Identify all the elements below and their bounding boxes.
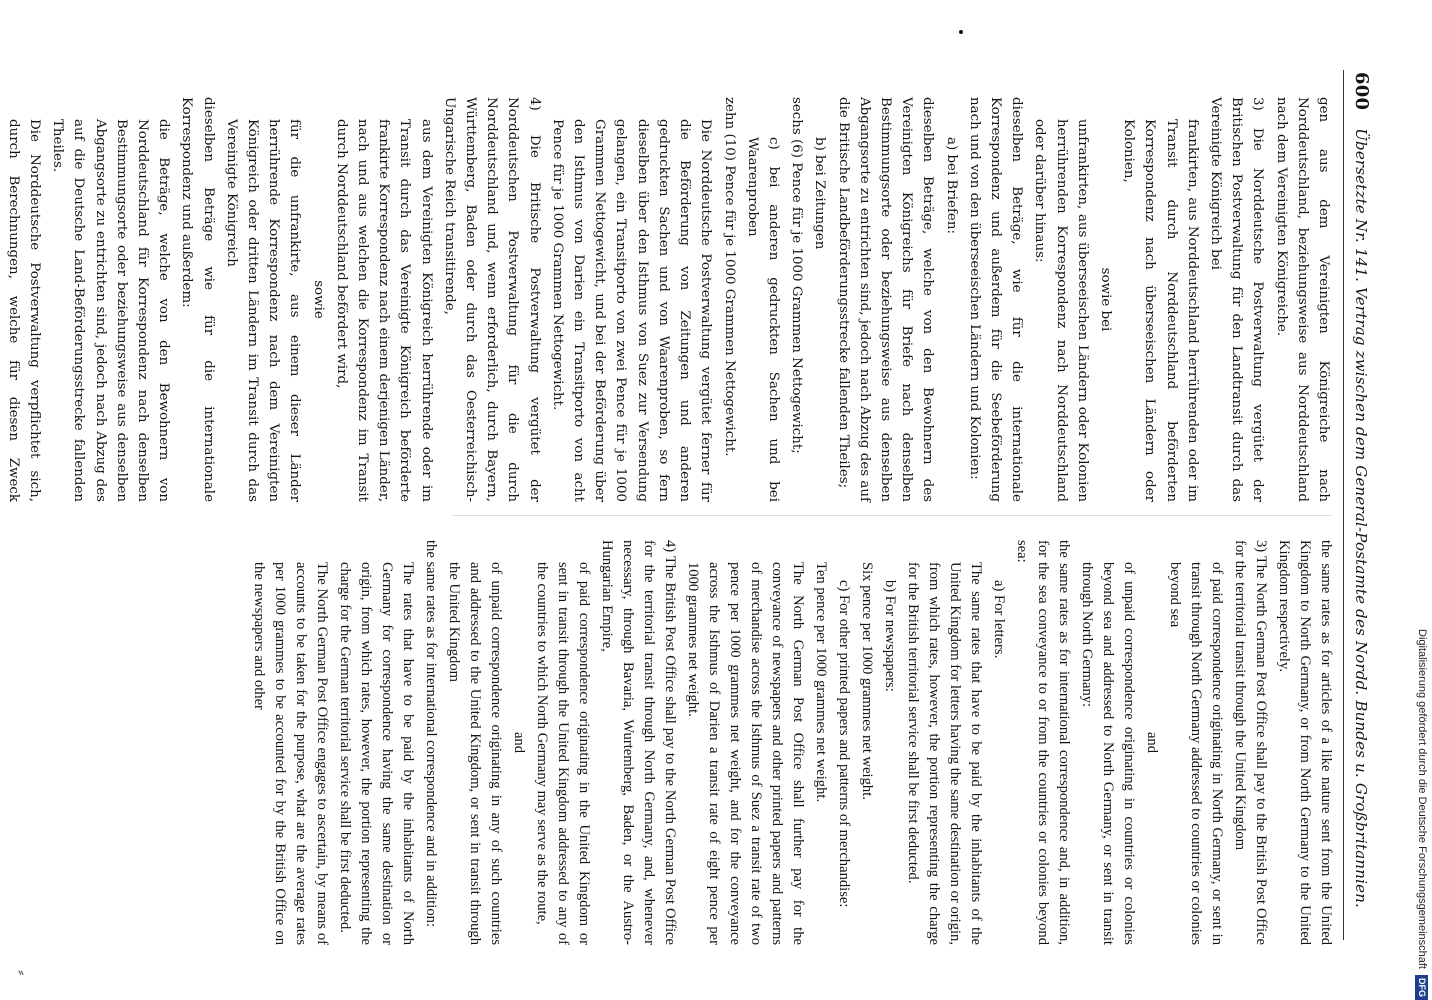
english-paragraph: of unpaid correspondence originating in countries or colonies beyond sea and addressed to North Germany, or sent in transit through North Germany:: [1079, 562, 1137, 945]
english-paragraph: 3) The North German Post Office shall pay to the British Post Office for the territorial transit through the United Kingdom: [1232, 540, 1269, 945]
german-paragraph: c) bei anderen gedruckten Sachen und bei Waarenproben: [744, 137, 781, 502]
column-divider: [452, 515, 1332, 516]
english-paragraph: The rates that have to be paid by the inhabitants of North Germany for correspondence having the same destination or origin, from which rates, however, the portion representing the charge for the German territorial service shall be first deducted.: [337, 562, 416, 945]
page-number: 600: [1351, 72, 1372, 111]
german-paragraph: die Beträge, welche von den Bewohnern von Norddeutschland für Korrespondenz nach denselben Bestimmungsorte oder beziehungsweise aus denselben Abgangsorte zu entrichten sind, jedoch nach Abzug des auf die Deutsche Land-Beförderungsstrecke fallenden Theiles.: [50, 119, 172, 502]
german-column: [0, 97, 1334, 502]
english-paragraph: 4) The British Post Office shall pay to the North German Post Office for the territorial transit through North Germany, and, whenever necessary, through Bavaria, Wurtemberg, Baden, or the Austro-Hungarian Empire,: [599, 540, 678, 945]
english-paragraph: the same rates as for international correspondence and in addition:: [423, 540, 439, 927]
german-paragraph: frankirten, aus Norddeutschland herrührenden oder im Transit durch Norddeutschland beförderten Korrespondenz nach überseeischen Ländern oder Kolonien,: [1121, 119, 1200, 502]
english-paragraph: The North German Post Office engages to ascertain, by means of accounts to be taken for the purpose, what are the average rates per 1000 grammes to be accounted for by the British Office on the newspapers and other: [251, 562, 330, 945]
scan-corner-mark: ⸗: [13, 970, 32, 976]
english-paragraph: of paid correspondence originating in North Germany, or sent in transit through North Germany addressed to countries or colonies beyond sea: [1167, 562, 1225, 945]
german-paragraph: Die Norddeutsche Postverwaltung verpflichtet sich, durch Berechnungen, welche für diesen Zweck: [5, 119, 43, 502]
english-paragraph: The same rates that have to be paid by the inhabitants of the United Kingdom for letters having the same destination or origin, from which rates, however, the portion representing the charge for the British territorial service shall be first deducted.: [905, 562, 984, 945]
digitization-credit: [1412, 40, 1432, 1000]
credit-text: Digitalisierung gefördert durch die Deutsche Forschungsgemeinschaft: [1416, 629, 1428, 969]
german-paragraph: zehn (10) Pence für je 1000 Grammen Nettogewicht.: [721, 97, 737, 457]
german-paragraph: dieselben Beträge, wie für die internationale Korrespondenz und außerdem für die Seebeförderung nach und von den überseeischen Ländern und Kolonien:: [966, 97, 1025, 502]
english-paragraph: the same rates as for articles of a like nature sent from the United Kingdom to North Germany, or from North Germany to the United Kingdom respectively.: [1276, 540, 1334, 945]
scan-speck: [959, 30, 963, 34]
running-header: [1351, 72, 1372, 940]
german-paragraph: sechs (6) Pence für je 1000 Grammen Nettogewicht;: [789, 97, 805, 454]
german-paragraph: a) bei Briefen:: [943, 137, 959, 234]
english-column: [246, 540, 1336, 945]
english-paragraph: c) For other printed papers and patterns of merchandise:: [836, 580, 852, 908]
german-paragraph: aus dem Vereinigten Königreich herrührende oder im Transit durch das Vereinigte Königreich beförderte frankirte Korrespondenz nach einem derjenigen Länder, nach und aus welchen die Korrespondenz im Transit durch Norddeutschland befördert wird,: [333, 119, 434, 502]
english-paragraph: Ten pence per 1000 grammes net weight.: [813, 562, 829, 803]
german-paragraph: gen aus dem Vereinigten Königreiche nach Norddeutschland, beziehungsweise aus Norddeutschland nach dem Vereinigten Königreiche.: [1273, 97, 1331, 502]
german-paragraph: dieselben Beträge, welche von den Bewohnern des Vereinigten Königreichs für Briefe nach denselben Bestimmungsorte oder beziehungsweise aus denselben Abgangsorte zu entrichten sind, jedoch nach Abzug des auf die Britische Landbeförderungsstrecke fallenden Theiles;: [835, 97, 936, 502]
german-paragraph: dieselben Beträge wie für die internationale Korrespondenz und außerdem:: [179, 97, 216, 502]
german-paragraph: unfrankirten, aus überseeischen Ländern oder Kolonien herrührenden Korrespondenz nach Norddeutschland oder darüber hinaus:: [1032, 119, 1090, 502]
dfg-logo-icon: DFG: [1416, 975, 1429, 1000]
english-paragraph: b) For newspapers:: [882, 580, 898, 692]
running-title: Übersetzte Nr. 141. Vertrag zwischen dem General-Postamte des Nordd. Bundes u. Großbritannien.: [1352, 128, 1370, 909]
german-paragraph: für die unfrankirte, aus einem dieser Länder herrührende Korrespondenz nach dem Vereinigten Königreich oder dritten Ländern im Transit durch das Vereinigte Königreich: [223, 119, 303, 502]
english-paragraph: The North German Post Office shall further pay for the conveyance of newspapers and other printed papers and patterns of merchandise across the Isthmus of Suez a transit rate of two pence per 1000 grammes net weight, and for the conveyance across the Isthmus of Darien a transit rate of eight pence per 1000 grammes net weight.: [685, 562, 806, 945]
english-paragraph: of unpaid correspondence originating in any of such countries and addressed to the United Kingdom, or sent in transit through the United Kingdom: [446, 562, 504, 945]
german-paragraph: b) bei Zeitungen: [812, 137, 828, 250]
german-paragraph: 4) Die Britische Postverwaltung vergütet der Norddeutschen Postverwaltung für die durch Norddeutschland und, wenn erforderlich, durch Bayern, Württemberg, Baden oder durch das Oesterreichisch-Ungarische Reich transitirende,: [441, 97, 542, 502]
english-paragraph: the same rates as for international correspondence and, in addition, for the sea conveyance to or from the countries or colonies beyond sea:: [1014, 540, 1072, 945]
english-paragraph: and: [511, 731, 527, 754]
german-paragraph: sowie: [310, 280, 326, 319]
english-paragraph: of paid correspondence originating in the United Kingdom or sent in transit through the United Kingdom addressed to any of the countries to which North Germany may serve as the route,: [534, 562, 592, 945]
english-paragraph: Six pence per 1000 grammes net weight.: [859, 562, 875, 800]
english-paragraph: and: [1144, 731, 1160, 754]
header-rule: [1343, 70, 1344, 940]
german-paragraph: 3) Die Norddeutsche Postverwaltung vergütet der Britischen Postverwaltung für den Landtransit durch das Vereinigte Königreich bei: [1207, 97, 1266, 502]
german-paragraph: sowie bei: [1097, 267, 1113, 332]
german-paragraph: Die Norddeutsche Postverwaltung vergütet ferner für die Beförderung von Zeitungen und anderen gedruckten Sachen und von Waarenproben, so fern dieselben über den Isthmus von Suez zur Versendung gelangen, ein Transitporto von zwei Pence für je 1000 Grammen Nettogewicht, und bei der Beförderung über den Isthmus von Darien ein Transitporto von acht Pence für je 1000 Grammen Nettogewicht.: [549, 119, 714, 502]
english-paragraph: a) For letters.: [991, 580, 1007, 659]
